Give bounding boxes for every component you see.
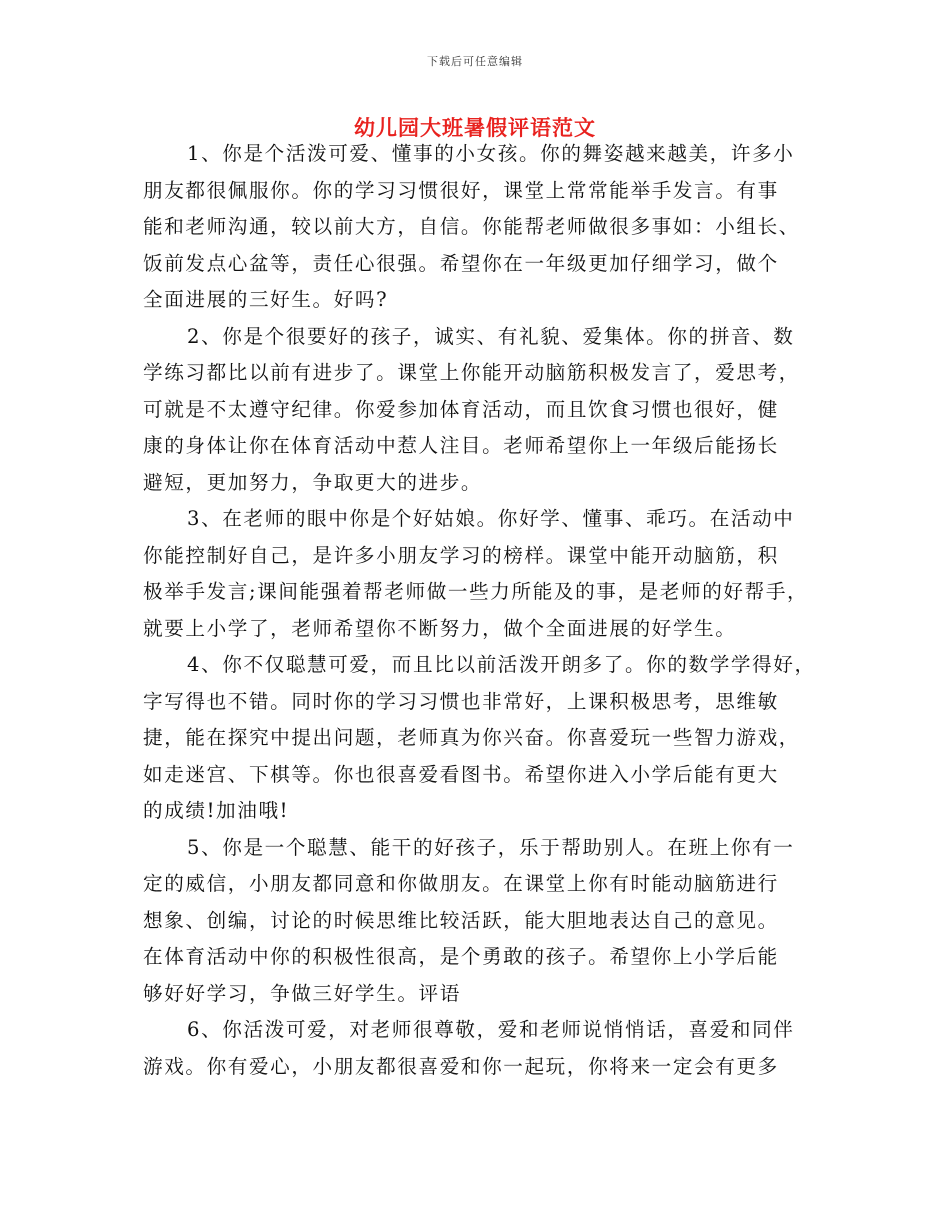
text-line: 可就是不太遵守纪律。你爱参加体育活动，而且饮食习惯也很好，健 — [143, 397, 779, 421]
document-body — [143, 136, 823, 1085]
text-line: 定的威信，小朋友都同意和你做朋友。在课堂上你有时能动脑筋进行 — [143, 872, 779, 895]
text-line: 4、你不仅聪慧可爱，而且比以前活泼开朗多了。你的数学学得好， — [187, 653, 816, 676]
text-line: 1、你是个活泼可爱、懂事的小女孩。你的舞姿越来越美，许多小 — [187, 142, 795, 165]
text-line: 2、你是个很要好的孩子，诚实、有礼貌、爱集体。你的拼音、数 — [187, 324, 795, 348]
text-line: 5、你是一个聪慧、能干的好孩子，乐于帮助别人。在班上你有一 — [187, 835, 795, 859]
text-line: 3、在老师的眼中你是个好姑娘。你好学、懂事、乖巧。在活动中 — [187, 507, 795, 530]
document-title: 幼儿园大班暑假评语范文 — [354, 115, 596, 140]
text-line: 学练习都比以前有进步了。课堂上你能开动脑筋积极发言了，爱思考， — [143, 361, 801, 384]
text-line: 捷，能在探究中提出问题，老师真为你兴奋。你喜爱玩一些智力游戏， — [143, 726, 801, 749]
text-line: 如走迷宫、下棋等。你也很喜爱看图书。希望你进入小学后能有更大 — [143, 762, 779, 786]
text-line: 全面进展的三好生。好吗? — [143, 288, 389, 311]
text-line: 6、你活泼可爱，对老师很尊敬，爱和老师说悄悄话，喜爱和同伴 — [187, 1018, 795, 1041]
text-line: 够好好学习，争做三好学生。评语 — [143, 981, 461, 1005]
text-line: 朋友都很佩服你。你的学习习惯很好，课堂上常常能举手发言。有事 — [143, 178, 779, 202]
text-line: 康的身体让你在体育活动中惹人注目。老师希望你上一年级后能扬长 — [143, 434, 779, 457]
text-line: 游戏。你有爱心，小朋友都很喜爱和你一起玩，你将来一定会有更多 — [143, 1054, 779, 1078]
text-line: 你能控制好自己，是许多小朋友学习的榜样。课堂中能开动脑筋，积 — [143, 543, 779, 567]
text-line: 在体育活动中你的积极性很高，是个勇敢的孩子。希望你上小学后能 — [143, 945, 779, 968]
text-line: 就要上小学了，老师希望你不断努力，做个全面进展的好学生。 — [143, 616, 737, 640]
text-line: 能和老师沟通，较以前大方，自信。你能帮老师做很多事如：小组长、 — [143, 215, 801, 238]
paragraph-6 — [143, 1012, 823, 1085]
paragraph-5 — [143, 830, 823, 1013]
text-line: 想象、创编，讨论的时候思维比较活跃，能大胆地表达自己的意见。 — [143, 908, 779, 932]
text-line: 的成绩!加油哦! — [143, 799, 290, 822]
paragraph-2 — [143, 319, 823, 502]
paragraph-1 — [143, 136, 823, 319]
text-line: 字写得也不错。同时你的学习习惯也非常好，上课积极思考，思维敏 — [143, 689, 779, 713]
header-note: 下载后可任意编辑 — [427, 55, 523, 68]
text-line: 避短，更加努力，争取更大的进步。 — [143, 470, 483, 494]
text-line: 饭前发点心盆等，责任心很强。希望你在一年级更加仔细学习，做个 — [143, 251, 779, 275]
text-line: 极举手发言;课间能强着帮老师做一些力所能及的事，是老师的好帮手， — [143, 580, 809, 603]
paragraph-4 — [143, 647, 823, 830]
paragraph-3 — [143, 501, 823, 647]
